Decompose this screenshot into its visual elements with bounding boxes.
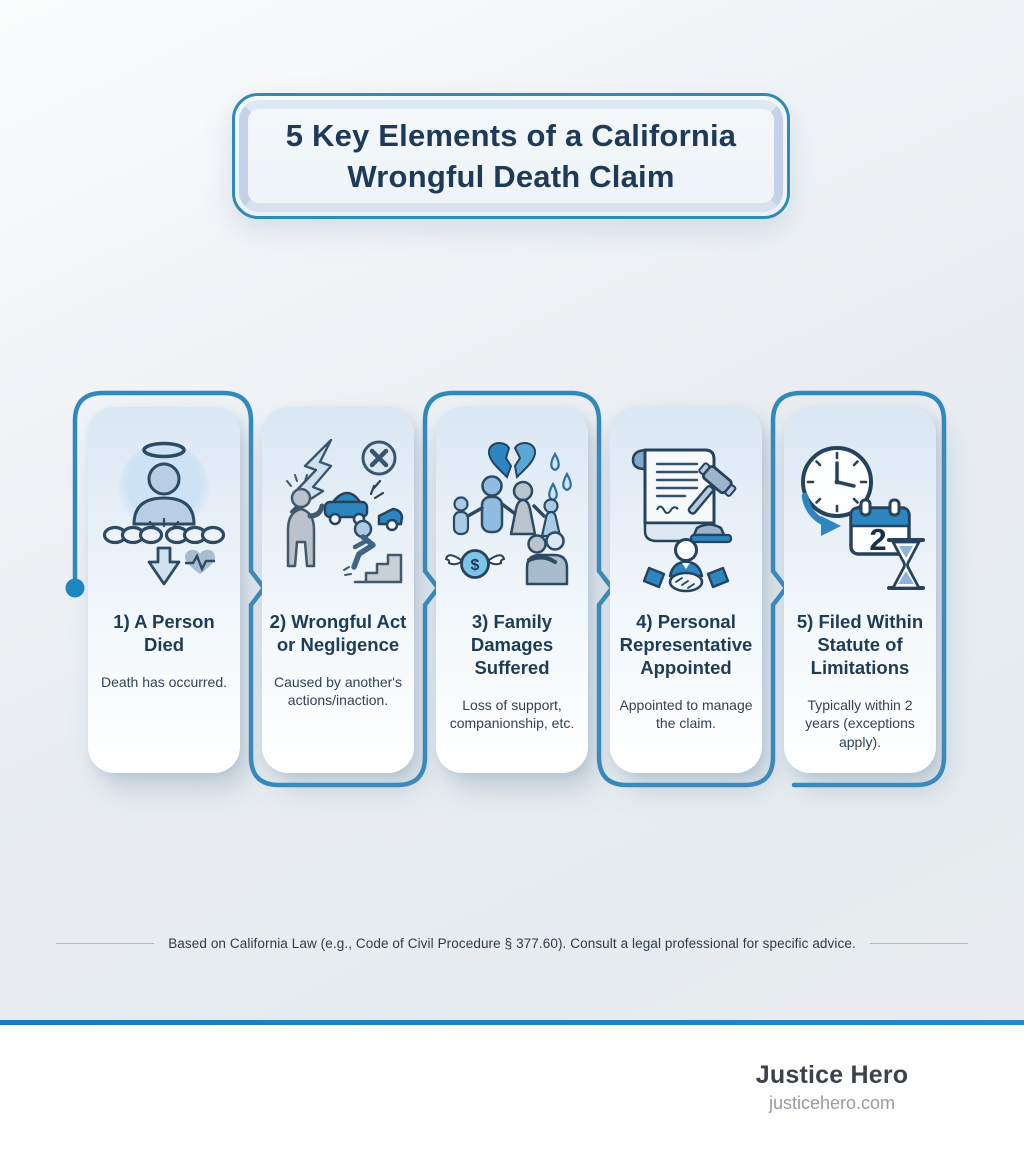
clock-calendar-hourglass-icon — [793, 419, 927, 611]
brand-name: Justice Hero — [755, 1061, 909, 1089]
coin-dollar-symbol: $ — [470, 557, 480, 574]
footnote-right-rule — [870, 943, 968, 945]
flow-start-dot — [66, 579, 85, 598]
card-personal-representative — [610, 407, 762, 773]
page-title: 5 Key Elements of a California Wrongful Death Claim — [285, 117, 737, 194]
card-statute-of-limitations — [784, 407, 936, 773]
accident-negligence-icon — [271, 419, 405, 611]
card-description: Death has occurred. — [100, 673, 228, 690]
card-wrongful-act — [262, 407, 414, 773]
footnote-left-rule — [56, 943, 154, 945]
card-description: Appointed to manage the claim. — [619, 696, 753, 732]
brand-website: justicehero.com — [768, 1093, 896, 1113]
title-frame — [232, 93, 790, 219]
card-person-died — [88, 407, 240, 773]
document-gavel-handshake-icon — [619, 419, 753, 611]
brand-block — [682, 1061, 982, 1114]
card-description: Loss of support, companionship, etc. — [449, 696, 575, 732]
calendar-number: 2 — [869, 522, 887, 557]
card-heading: 5) Filed Within Statute of Limitations — [796, 611, 924, 678]
card-heading: 2) Wrongful Act or Negligence — [269, 611, 407, 655]
card-heading: 3) Family Damages Suffered — [470, 611, 554, 678]
brand-band — [0, 1025, 1024, 1154]
footnote-text: Based on California Law (e.g., Code of Civil Procedure § 377.60). Consult a legal professional for specific advice. — [168, 936, 856, 951]
card-heading: 4) Personal Representative Appointed — [619, 611, 753, 678]
card-description: Typically within 2 years (exceptions apply). — [805, 696, 915, 750]
legal-footnote — [0, 936, 1024, 951]
bottom-divider-line — [0, 1020, 1024, 1025]
deceased-person-broken-chain-icon — [97, 419, 231, 611]
card-description: Caused by another's actions/inaction. — [274, 673, 402, 709]
card-heading: 1) A Person Died — [113, 611, 215, 655]
family-loss-icon — [445, 419, 579, 611]
card-family-damages — [436, 407, 588, 773]
